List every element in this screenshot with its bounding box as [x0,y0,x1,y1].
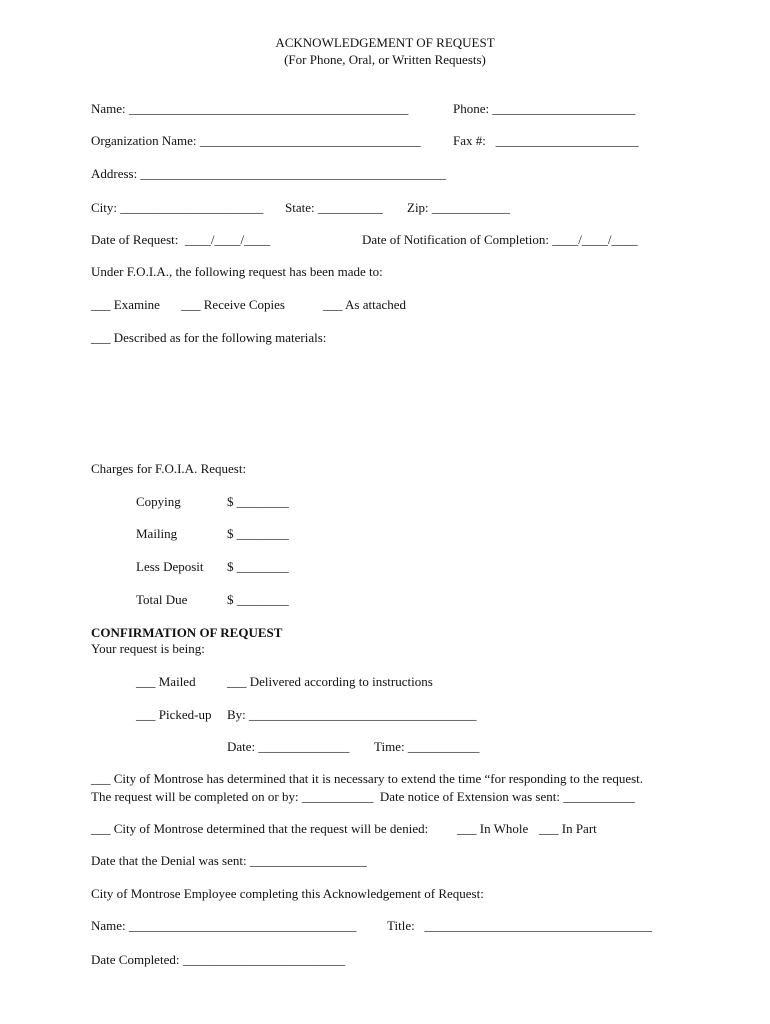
charge-value-mailing[interactable]: $ ________ [227,526,289,541]
extension-statement[interactable]: ___ City of Montrose has determined that it is necessary to extend the time “for responding to the request. [91,771,644,786]
charge-label-less-deposit: Less Deposit [136,559,204,574]
date-of-request-field[interactable]: Date of Request: ____/____/____ [91,232,271,247]
option-mailed[interactable]: ___ Mailed [136,674,196,689]
phone-field[interactable]: Phone: ______________________ [453,101,636,116]
city-field[interactable]: City: ______________________ [91,200,264,215]
option-examine[interactable]: ___ Examine [91,297,160,312]
date-of-notification-field[interactable]: Date of Notification of Completion: ____/____/____ [362,232,638,247]
zip-field[interactable]: Zip: ____________ [407,200,510,215]
charge-label-mailing: Mailing [136,526,178,541]
option-as-attached[interactable]: ___ As attached [323,297,407,312]
address-field[interactable]: Address: _______________________________________________ [91,166,446,181]
form-subtitle: (For Phone, Oral, or Written Requests) [284,52,486,67]
pickup-time-field[interactable]: Time: ___________ [374,739,480,754]
extension-dates-field[interactable]: The request will be completed on or by: ___________ Date notice of Extension was sent: ___________ [91,789,635,804]
option-delivered[interactable]: ___ Delivered according to instructions [227,674,433,689]
name-field[interactable]: Name: ___________________________________________ [91,101,409,116]
charge-value-copying[interactable]: $ ________ [227,494,289,509]
state-field[interactable]: State: __________ [285,200,383,215]
foia-intro-text: Under F.O.I.A., the following request has been made to: [91,264,383,279]
charges-heading: Charges for F.O.I.A. Request: [91,461,247,476]
option-described[interactable]: ___ Described as for the following materials: [91,330,327,345]
fax-field[interactable]: Fax #: ______________________ [453,133,639,148]
denial-in-part[interactable]: ___ In Part [539,821,597,836]
option-receive-copies[interactable]: ___ Receive Copies [181,297,285,312]
confirmation-subheading: Your request is being: [91,641,205,656]
organization-field[interactable]: Organization Name: __________________________________ [91,133,421,148]
charge-value-less-deposit[interactable]: $ ________ [227,559,289,574]
denial-statement[interactable]: ___ City of Montrose determined that the request will be denied: [91,821,429,836]
pickup-date-field[interactable]: Date: ______________ [227,739,350,754]
denial-sent-date-field[interactable]: Date that the Denial was sent: __________________ [91,853,367,868]
charge-label-copying: Copying [136,494,181,509]
employee-name-field[interactable]: Name: ___________________________________ [91,918,357,933]
charge-label-total-due: Total Due [136,592,188,607]
charge-value-total-due[interactable]: $ ________ [227,592,289,607]
date-completed-field[interactable]: Date Completed: _________________________ [91,952,346,967]
picked-up-by-field[interactable]: By: ___________________________________ [227,707,477,722]
form-title: ACKNOWLEDGEMENT OF REQUEST [275,35,495,50]
denial-in-whole[interactable]: ___ In Whole [457,821,529,836]
employee-heading: City of Montrose Employee completing this Acknowledgement of Request: [91,886,484,901]
confirmation-heading: CONFIRMATION OF REQUEST [91,625,283,640]
employee-title-field[interactable]: Title: ___________________________________ [387,918,652,933]
option-picked-up[interactable]: ___ Picked-up [136,707,212,722]
